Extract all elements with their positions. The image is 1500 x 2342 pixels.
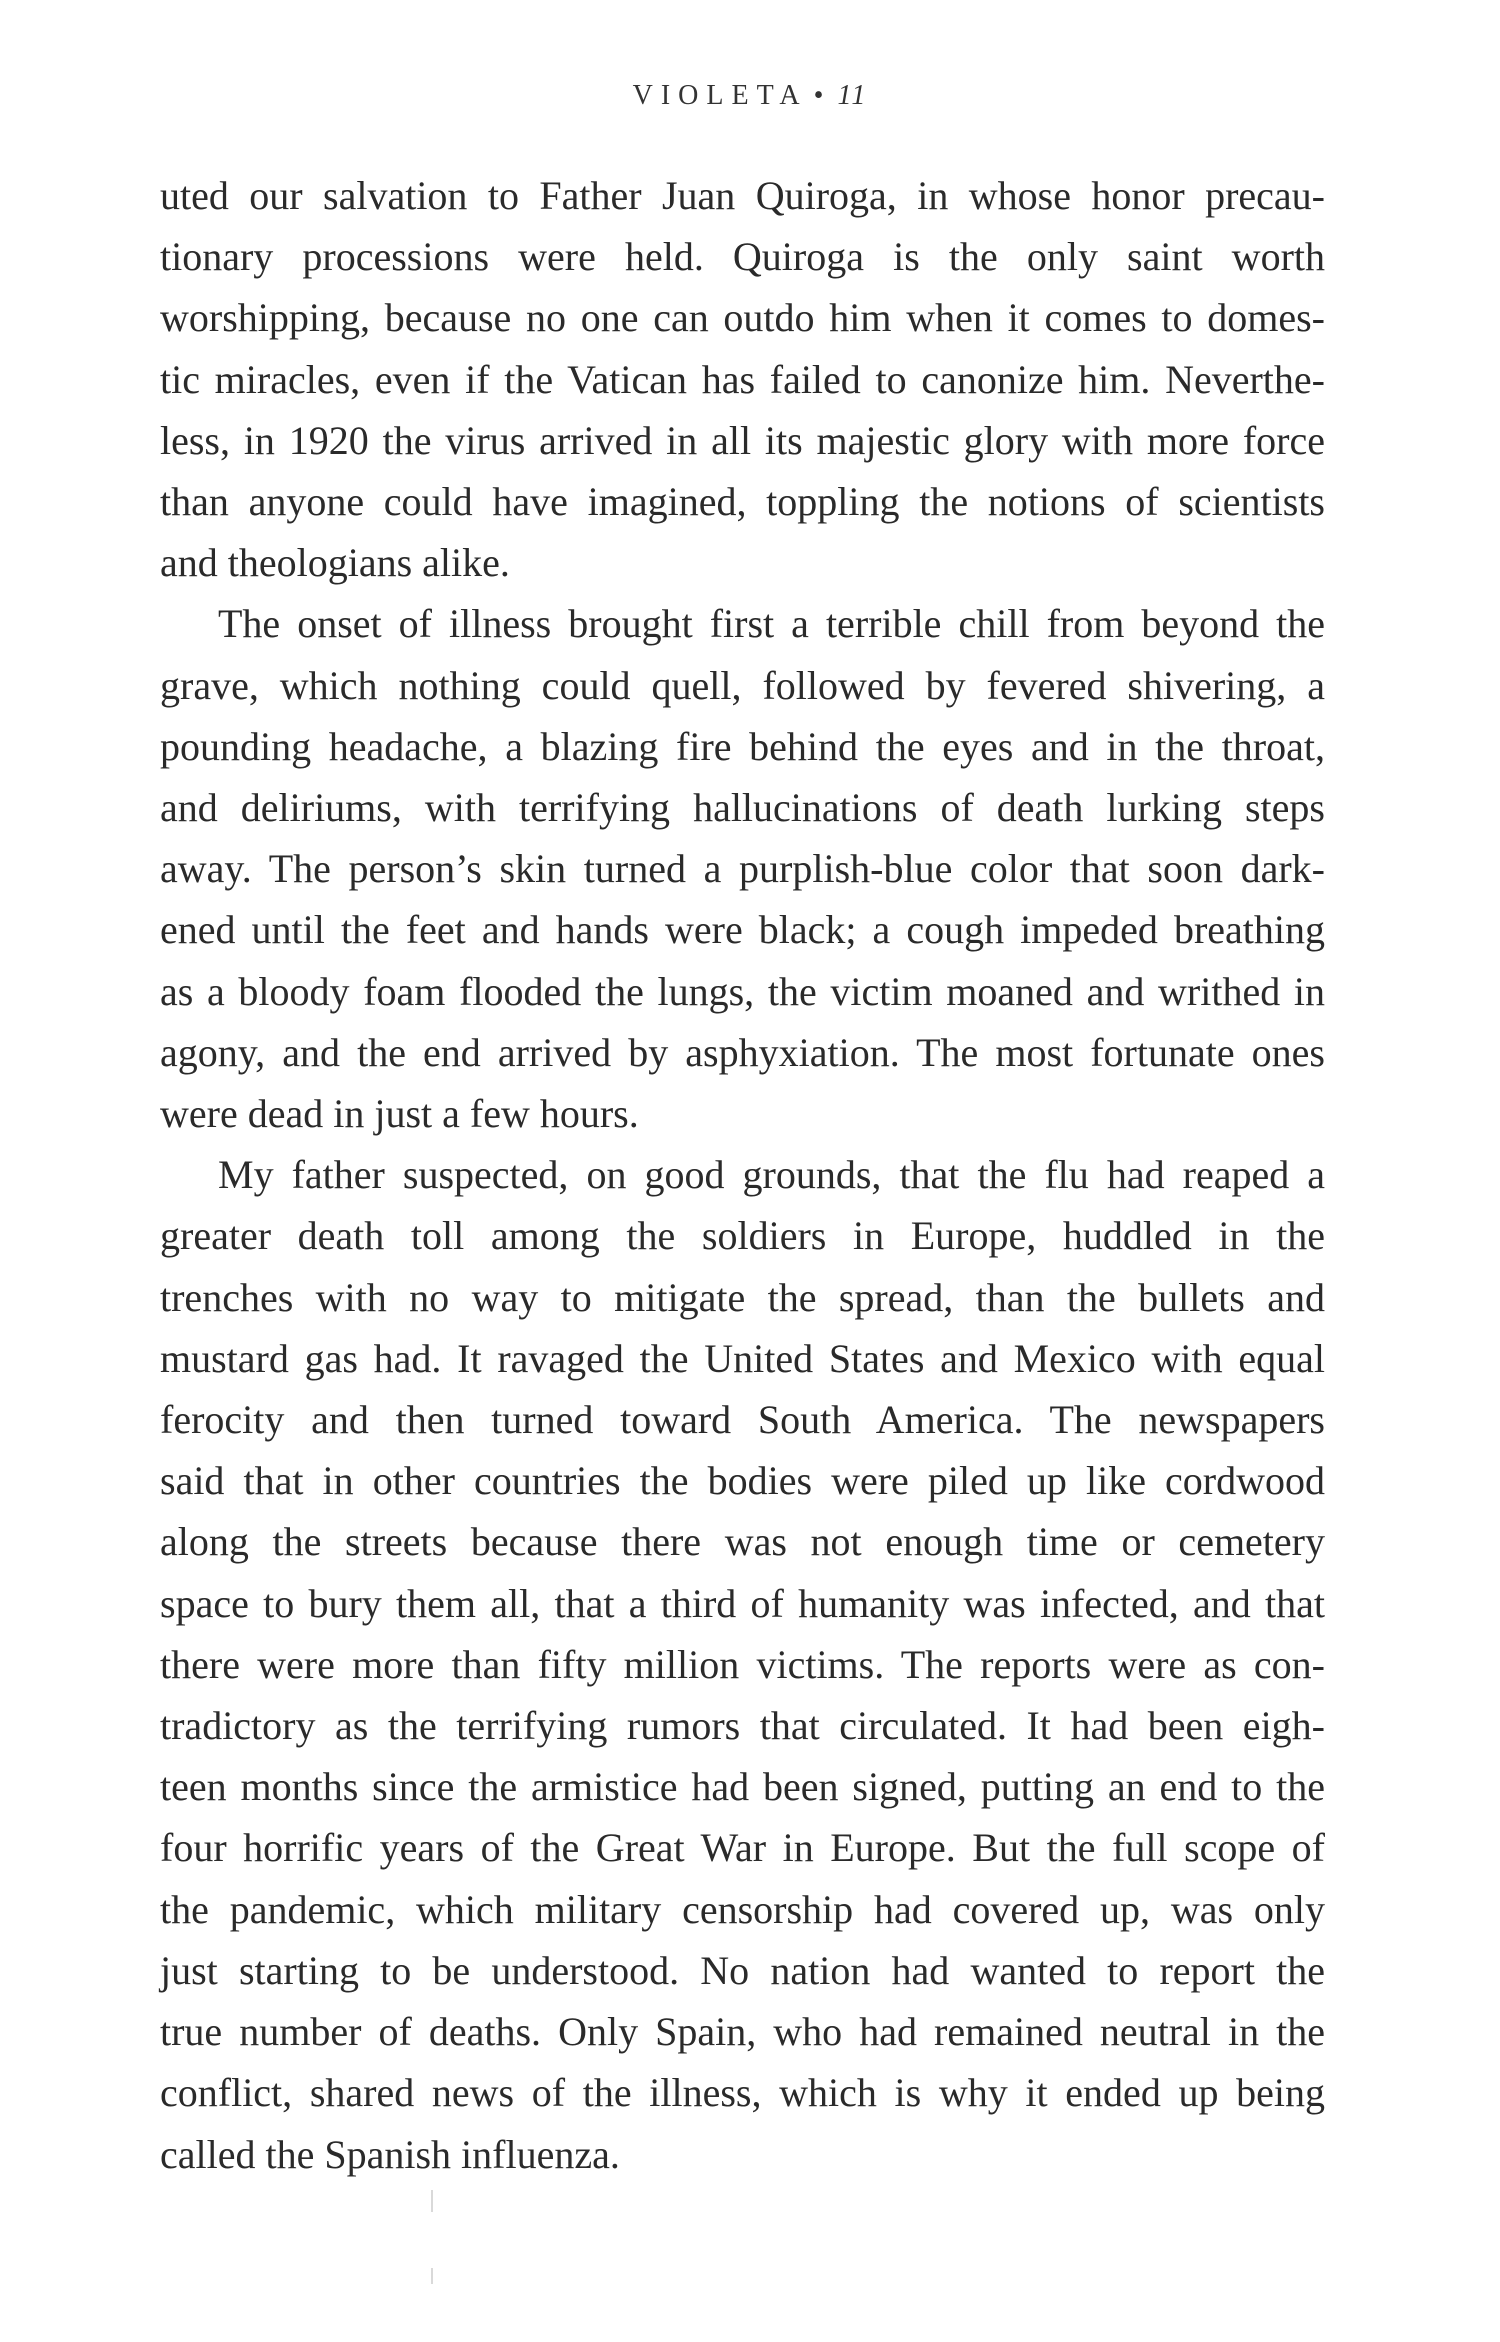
text-line: The onset of illness brought first a terrible chill from beyond the bbox=[218, 601, 1325, 647]
text-line: pounding headache, a blazing fire behind the eyes and in the throat, bbox=[160, 723, 1325, 769]
text-line: four horrific years of the Great War in Europe. But the full scope of bbox=[160, 1825, 1325, 1871]
scan-mark bbox=[431, 2268, 433, 2284]
text-line: uted our salvation to Father Juan Quiroga, in whose honor precau- bbox=[160, 173, 1325, 218]
text-line: My father suspected, on good grounds, that the flu had reaped a bbox=[218, 1152, 1325, 1198]
text-line: tradictory as the terrifying rumors that circulated. It had been eigh- bbox=[160, 1703, 1325, 1749]
text-line: said that in other countries the bodies were piled up like cordwood bbox=[160, 1458, 1325, 1504]
text-line: agony, and the end arrived by asphyxiation. The most fortunate ones bbox=[160, 1029, 1325, 1075]
text-line: the pandemic, which military censorship had covered up, was only bbox=[160, 1886, 1325, 1932]
text-line: mustard gas had. It ravaged the United States and Mexico with equal bbox=[160, 1335, 1325, 1381]
body-text bbox=[160, 165, 1325, 2185]
text-line: as a bloody foam flooded the lungs, the victim moaned and writhed in bbox=[160, 968, 1325, 1014]
text-line: tionary processions were held. Quiroga is the only saint worth bbox=[160, 234, 1325, 280]
text-line: there were more than fifty million victims. The reports were as con- bbox=[160, 1641, 1325, 1687]
text-line: just starting to be understood. No nation had wanted to report the bbox=[160, 1947, 1325, 1993]
running-title: VIOLETA bbox=[632, 80, 808, 111]
header-separator: • bbox=[813, 80, 824, 111]
text-line: greater death toll among the soldiers in Europe, huddled in the bbox=[160, 1213, 1325, 1259]
paragraph-2 bbox=[160, 593, 1325, 1144]
text-line: ened until the feet and hands were black; a cough impeded breathing bbox=[160, 907, 1325, 953]
running-head bbox=[0, 80, 1500, 112]
text-line: grave, which nothing could quell, followed by fevered shivering, a bbox=[160, 662, 1325, 708]
text-line: along the streets because there was not enough time or cemetery bbox=[160, 1519, 1325, 1565]
text-line: worshipping, because no one can outdo him when it comes to domes- bbox=[160, 295, 1325, 341]
text-line: tic miracles, even if the Vatican has failed to canonize him. Neverthe- bbox=[160, 356, 1325, 402]
page-number: 11 bbox=[837, 80, 868, 111]
text-line: than anyone could have imagined, toppling the notions of scientists bbox=[160, 479, 1325, 525]
text-line: less, in 1920 the virus arrived in all its majestic glory with more force bbox=[160, 417, 1325, 463]
scan-mark bbox=[431, 2190, 433, 2212]
paragraph-1 bbox=[160, 165, 1325, 593]
text-line: true number of deaths. Only Spain, who had remained neutral in the bbox=[160, 2009, 1325, 2055]
text-line: away. The person’s skin turned a purplish-blue color that soon dark- bbox=[160, 846, 1325, 892]
text-line: trenches with no way to mitigate the spread, than the bullets and bbox=[160, 1274, 1325, 1320]
text-line: and theologians alike. bbox=[160, 540, 510, 586]
text-line: conflict, shared news of the illness, which is why it ended up being bbox=[160, 2070, 1325, 2116]
text-line: were dead in just a few hours. bbox=[160, 1091, 639, 1137]
text-line: and deliriums, with terrifying hallucinations of death lurking steps bbox=[160, 785, 1325, 831]
text-line: space to bury them all, that a third of humanity was infected, and that bbox=[160, 1580, 1325, 1626]
text-line: ferocity and then turned toward South America. The newspapers bbox=[160, 1397, 1325, 1443]
paragraph-3 bbox=[160, 1144, 1325, 2184]
text-line: teen months since the armistice had been signed, putting an end to the bbox=[160, 1764, 1325, 1810]
text-line: called the Spanish influenza. bbox=[160, 2131, 620, 2177]
